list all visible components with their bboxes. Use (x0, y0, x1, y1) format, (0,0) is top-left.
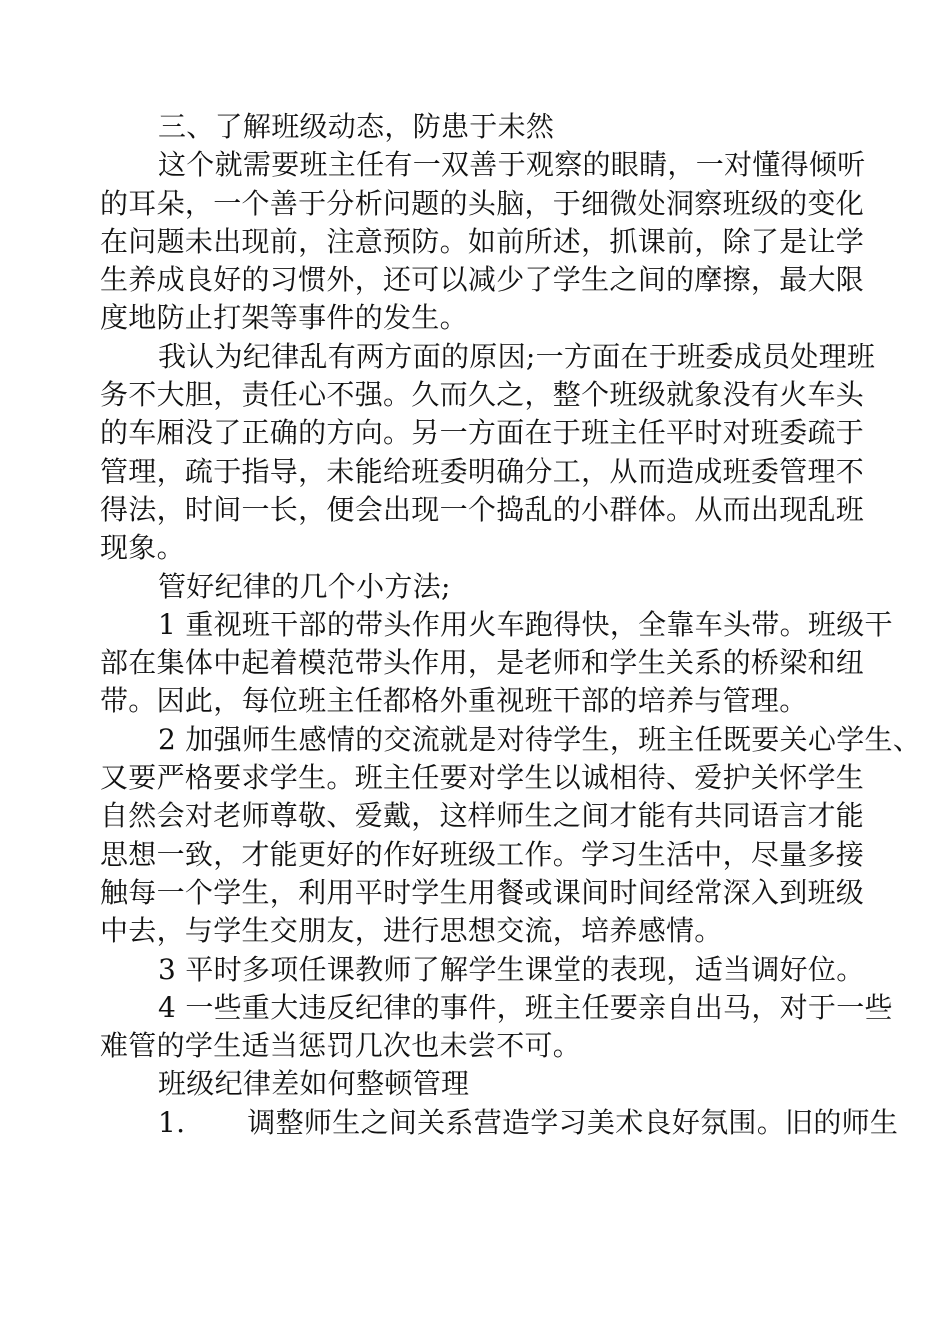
text-line: 务不大胆，责任心不强。久而久之，整个班级就象没有火车头 (100, 378, 865, 412)
text-line: 管好纪律的几个小方法; (158, 569, 451, 603)
text-line: 2 加强师生感情的交流就是对待学生，班主任既要关心学生、 (158, 722, 922, 756)
text-line: 难管的学生适当惩罚几次也未尝不可。 (100, 1029, 582, 1063)
text-line: 自然会对老师尊敬、爱戴，这样师生之间才能有共同语言才能 (100, 799, 865, 833)
text-line: 4 一些重大违反纪律的事件，班主任要亲自出马，对于一些 (158, 990, 893, 1024)
list-item-text: 调整师生之间关系营造学习美术良好氛围。旧的师生 (247, 1105, 899, 1139)
text-line: 三、了解班级动态，防患于未然 (158, 110, 555, 143)
text-line: 3 平时多项任课教师了解学生课堂的表现，适当调好位。 (158, 952, 865, 986)
text-line: 班级纪律差如何整顿管理 (158, 1067, 470, 1101)
text-line: 又要严格要求学生。班主任要对学生以诚相待、爱护关怀学生 (100, 761, 865, 795)
text-line: 这个就需要班主任有一双善于观察的眼睛，一对懂得倾听 (158, 148, 866, 182)
text-line: 度地防止打架等事件的发生。 (100, 301, 468, 335)
text-line: 思想一致，才能更好的作好班级工作。学习生活中，尽量多接 (100, 837, 865, 871)
list-number: 1. (158, 1105, 186, 1139)
text-line: 管理，疏于指导，未能给班委明确分工，从而造成班委管理不 (100, 454, 865, 488)
text-line: 在问题未出现前，注意预防。如前所述，抓课前，除了是让学 (100, 224, 865, 258)
paragraph-lines (100, 108, 922, 1104)
text-line: 得法，时间一长，便会出现一个捣乱的小群体。从而出现乱班 (100, 492, 865, 526)
text-line: 1 重视班干部的带头作用火车跑得快，全靠车头带。班级干 (158, 607, 893, 641)
text-line: 中去，与学生交朋友，进行思想交流，培养感情。 (100, 914, 723, 948)
text-line: 带。因此，每位班主任都格外重视班干部的培养与管理。 (100, 684, 808, 718)
numbered-line (100, 1104, 899, 1142)
text-line: 部在集体中起着模范带头作用，是老师和学生关系的桥梁和纽 (100, 646, 865, 680)
text-line: 现象。 (100, 531, 185, 565)
text-line: 我认为纪律乱有两方面的原因;一方面在于班委成员处理班 (158, 339, 876, 373)
text-line: 触每一个学生，利用平时学生用餐或课间时间经常深入到班级 (100, 875, 865, 909)
text-line: 的耳朵，一个善于分析问题的头脑，于细微处洞察班级的变化 (100, 186, 865, 220)
text-line: 生养成良好的习惯外，还可以减少了学生之间的摩擦，最大限 (100, 263, 865, 297)
text-line: 的车厢没了正确的方向。另一方面在于班主任平时对班委疏于 (100, 416, 865, 450)
document-body (100, 108, 922, 1142)
